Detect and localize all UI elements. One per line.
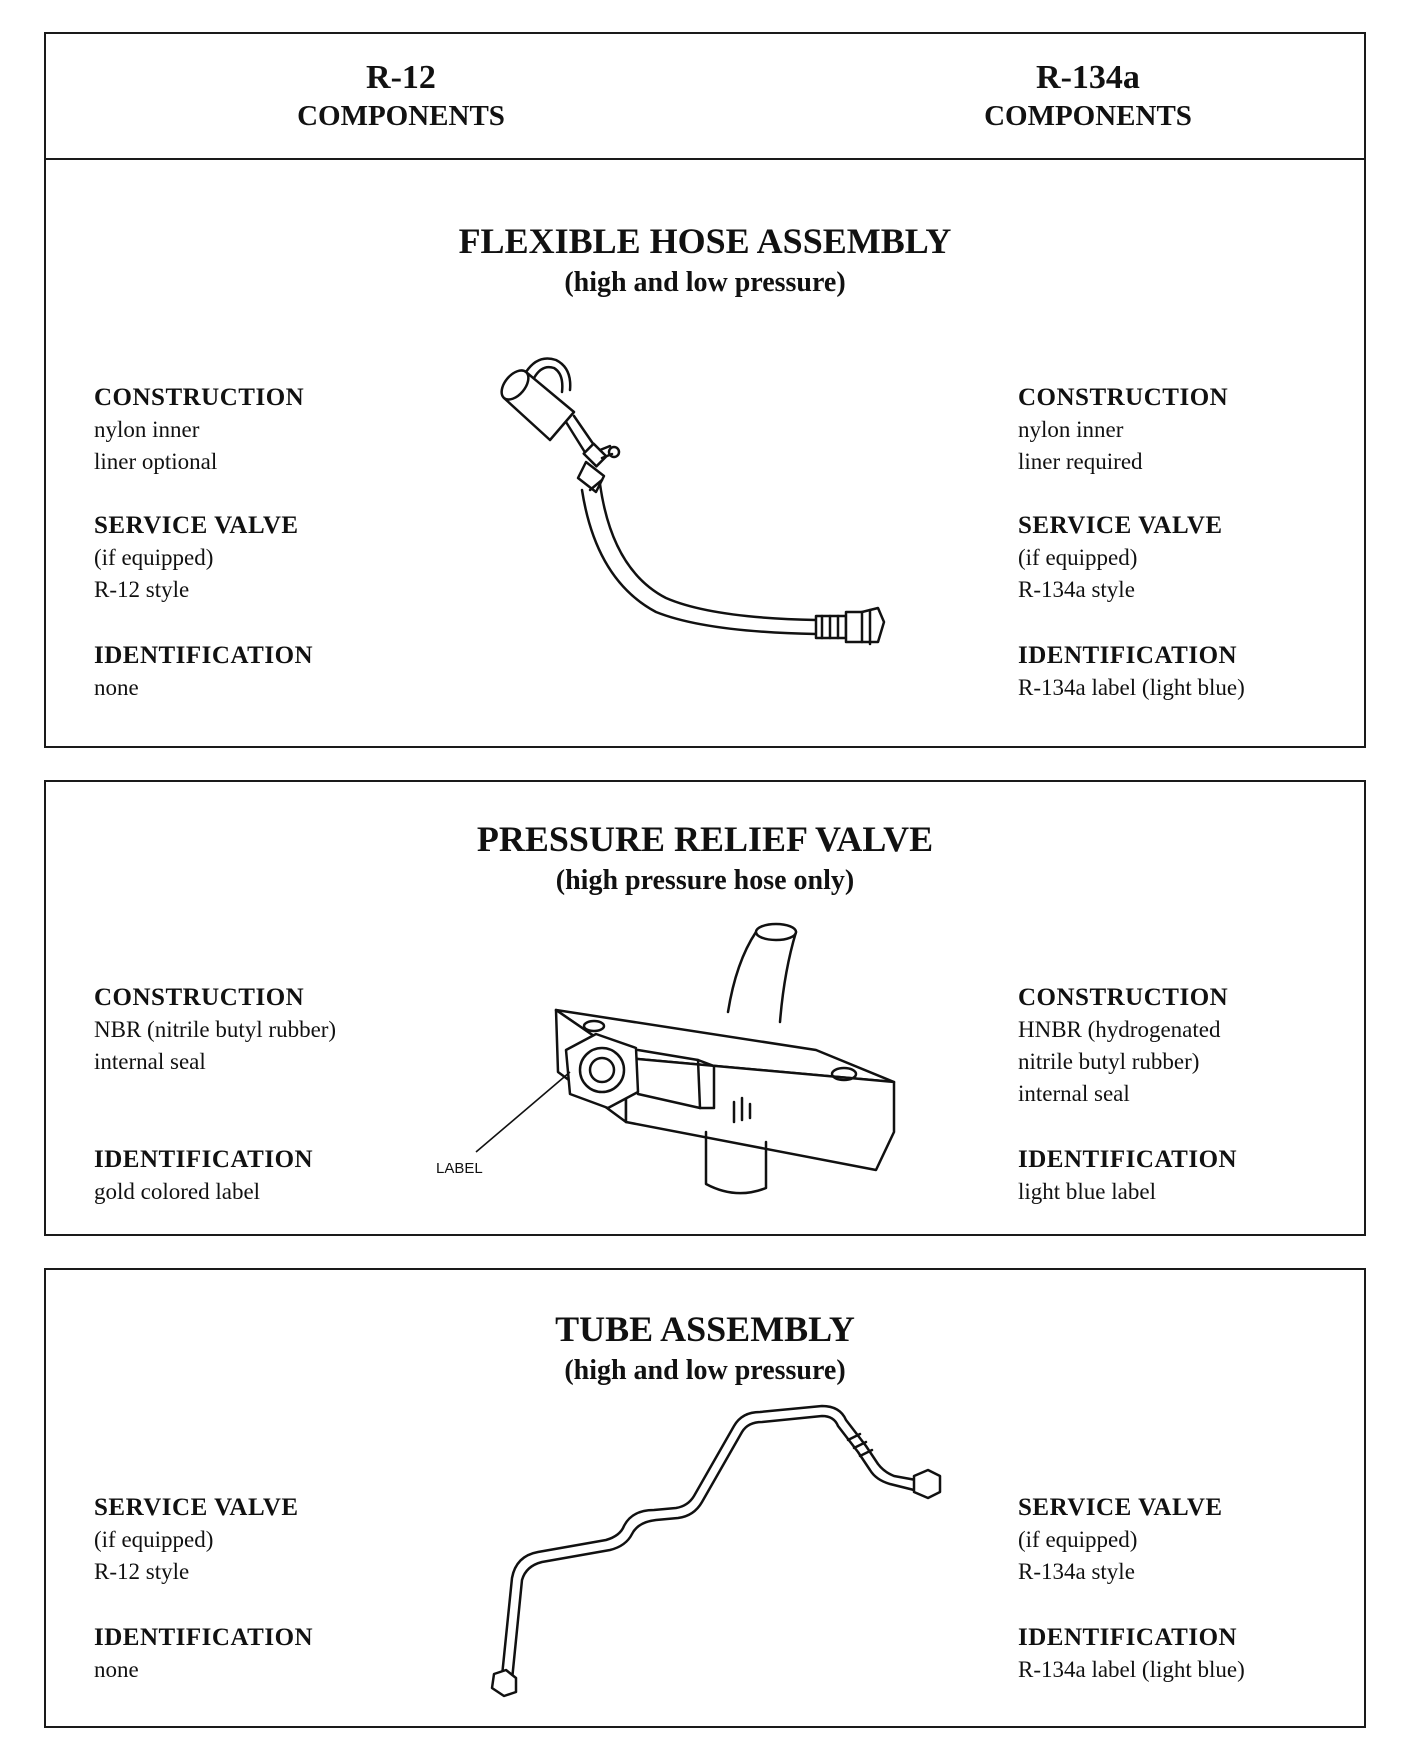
tube-assembly-section	[44, 1268, 1366, 1728]
spec-heading: CONSTRUCTION	[94, 384, 305, 411]
r134a-construction	[1018, 382, 1228, 478]
spec-heading: IDENTIFICATION	[94, 1624, 314, 1651]
spec-text: R-12 style	[94, 1559, 190, 1584]
r12-title: R-12	[366, 59, 436, 96]
section-title: TUBE ASSEMBLY	[555, 1309, 855, 1349]
spec-heading: SERVICE VALVE	[94, 512, 299, 539]
r134a-column-header	[898, 58, 1278, 134]
spec-text: R-134a label (light blue)	[1018, 1657, 1245, 1682]
pressure-relief-valve-illustration	[466, 922, 926, 1222]
spec-text: R-134a label (light blue)	[1018, 675, 1245, 700]
r134a-construction	[1018, 982, 1228, 1110]
spec-heading: CONSTRUCTION	[1018, 384, 1229, 411]
r134a-subtitle: COMPONENTS	[984, 100, 1192, 132]
section-subtitle: (high pressure hose only)	[555, 865, 855, 896]
spec-text: liner optional	[94, 449, 218, 474]
spec-text: (if equipped)	[94, 1527, 214, 1552]
spec-text: nylon inner	[94, 417, 200, 442]
spec-text: nylon inner	[1018, 417, 1124, 442]
r12-identification	[94, 1144, 313, 1208]
spec-text: HNBR (hydrogenated	[1018, 1017, 1221, 1042]
header-box	[44, 32, 1366, 160]
spec-text: R-134a style	[1018, 577, 1135, 602]
spec-text: none	[94, 1657, 139, 1682]
spec-text: R-134a style	[1018, 1559, 1135, 1584]
label-callout-text: LABEL	[436, 1160, 483, 1177]
section-title: PRESSURE RELIEF VALVE	[476, 819, 934, 859]
section-title: FLEXIBLE HOSE ASSEMBLY	[458, 221, 952, 261]
r134a-service-valve	[1018, 1492, 1223, 1588]
r12-identification	[94, 640, 313, 704]
spec-heading: SERVICE VALVE	[1018, 1494, 1223, 1521]
r12-column-header	[211, 58, 591, 134]
section-subtitle: (high and low pressure)	[564, 267, 846, 298]
spec-text: NBR (nitrile butyl rubber)	[94, 1017, 337, 1042]
flexible-hose-illustration	[486, 350, 956, 670]
section-subtitle: (high and low pressure)	[564, 1355, 846, 1386]
spec-text: light blue label	[1018, 1179, 1156, 1204]
spec-heading: SERVICE VALVE	[1018, 512, 1223, 539]
tube-assembly-illustration	[446, 1400, 1006, 1700]
r12-service-valve	[94, 1492, 299, 1588]
spec-text: (if equipped)	[94, 545, 214, 570]
spec-heading: CONSTRUCTION	[94, 984, 305, 1011]
r134a-identification	[1018, 640, 1245, 704]
r12-construction	[94, 382, 304, 478]
spec-text: R-12 style	[94, 577, 190, 602]
spec-text: none	[94, 675, 139, 700]
pressure-relief-valve-section	[44, 780, 1366, 1236]
r12-service-valve	[94, 510, 299, 606]
r134a-title: R-134a	[1036, 59, 1140, 96]
spec-heading: IDENTIFICATION	[1018, 642, 1238, 669]
spec-text: nitrile butyl rubber)	[1018, 1049, 1200, 1074]
r134a-identification	[1018, 1144, 1237, 1208]
r12-construction	[94, 982, 336, 1078]
spec-heading: IDENTIFICATION	[94, 1146, 314, 1173]
flexible-hose-section	[44, 158, 1366, 748]
spec-text: liner required	[1018, 449, 1143, 474]
spec-heading: CONSTRUCTION	[1018, 984, 1229, 1011]
spec-heading: IDENTIFICATION	[1018, 1146, 1238, 1173]
spec-text: internal seal	[94, 1049, 206, 1074]
spec-text: gold colored label	[94, 1179, 261, 1204]
spec-heading: IDENTIFICATION	[94, 642, 314, 669]
spec-text: internal seal	[1018, 1081, 1130, 1106]
spec-text: (if equipped)	[1018, 1527, 1138, 1552]
r134a-identification	[1018, 1622, 1245, 1686]
r134a-service-valve	[1018, 510, 1223, 606]
spec-text: (if equipped)	[1018, 545, 1138, 570]
spec-heading: SERVICE VALVE	[94, 1494, 299, 1521]
r12-identification	[94, 1622, 313, 1686]
spec-heading: IDENTIFICATION	[1018, 1624, 1238, 1651]
r12-subtitle: COMPONENTS	[297, 100, 505, 132]
